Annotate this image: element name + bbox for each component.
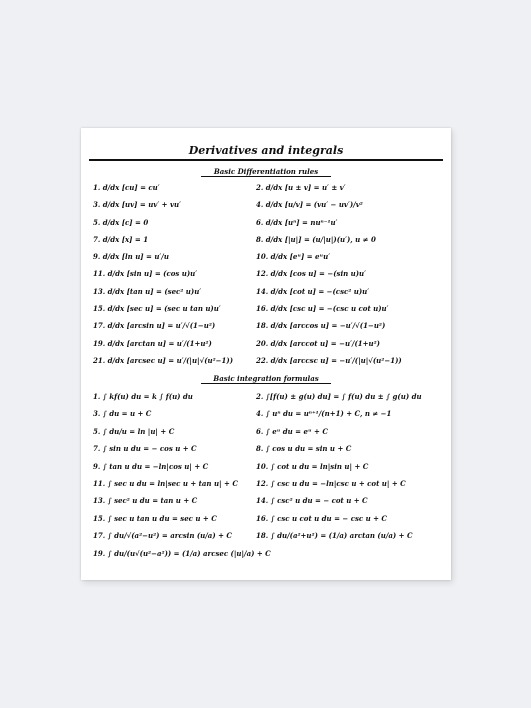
derivative-rule: 9. d/dx [ln u] = u′/u xyxy=(93,252,169,262)
derivative-rule: 22. d/dx [arccsc u] = −u′/(|u|√(u²−1)) xyxy=(256,355,402,365)
derivative-rule: 19. d/dx [arctan u] = u′/(1+u²) xyxy=(93,338,212,348)
derivative-rule: 14. d/dx [cot u] = −(csc² u)u′ xyxy=(256,286,370,296)
integral-formula: 1. ∫ kf(u) du = k ∫ f(u) du xyxy=(93,392,193,401)
derivative-rule: 5. d/dx [c] = 0 xyxy=(93,217,149,227)
derivative-rule: 11. d/dx [sin u] = (cos u)u′ xyxy=(93,269,198,279)
derivative-rule: 3. d/dx [uv] = uv′ + vu′ xyxy=(93,200,181,210)
integral-formula: 9. ∫ tan u du = −ln|cos u| + C xyxy=(93,461,209,471)
integral-formula: 12. ∫ csc u du = −ln|csc u + cot u| + C xyxy=(256,478,406,488)
derivative-rule: 7. d/dx [x] = 1 xyxy=(93,234,149,244)
integrals-right-column xyxy=(256,388,446,545)
section-divider-derivatives xyxy=(201,176,331,177)
integral-formula: 7. ∫ sin u du = − cos u + C xyxy=(93,444,197,454)
integral-formula: 4. ∫ uⁿ du = uⁿ⁺¹/(n+1) + C, n ≠ −1 xyxy=(256,409,392,419)
integral-formula: 2. ∫[f(u) ± g(u) du] = ∫ f(u) du ± ∫ g(u) du xyxy=(256,392,422,401)
integral-formula: 8. ∫ cos u du = sin u + C xyxy=(256,444,352,454)
section-heading-integrals: Basic integration formulas xyxy=(213,374,319,383)
derivative-rule: 1. d/dx [cu] = cu′ xyxy=(93,183,160,192)
integral-formula: 11. ∫ sec u du = ln|sec u + tan u| + C xyxy=(93,478,238,488)
derivative-rule: 8. d/dx [|u|] = (u/|u|)(u′), u ≠ 0 xyxy=(256,234,376,244)
derivatives-left-column xyxy=(93,179,263,369)
integral-formula: 14. ∫ csc² u du = − cot u + C xyxy=(256,496,368,506)
derivative-rule: 10. d/dx [eᵘ] = eᵘu′ xyxy=(256,252,331,262)
derivative-rule: 2. d/dx [u ± v] = u′ ± v′ xyxy=(256,183,346,192)
derivative-rule: 12. d/dx [cos u] = −(sin u)u′ xyxy=(256,269,366,279)
derivative-rule: 18. d/dx [arccos u] = −u′/√(1−u²) xyxy=(256,321,386,331)
derivatives-right-column xyxy=(256,179,446,369)
integrals-left-column xyxy=(93,388,271,562)
integral-formula: 18. ∫ du/(a²+u²) = (1/a) arctan (u/a) + C xyxy=(256,531,413,541)
integral-formula: 3. ∫ du = u + C xyxy=(93,409,152,419)
poster-title: Derivatives and integrals xyxy=(188,144,344,157)
derivative-rule: 20. d/dx [arccot u] = −u′/(1+u²) xyxy=(256,338,380,348)
title-divider xyxy=(89,159,443,161)
derivative-rule: 4. d/dx [u/v] = (vu′ − uv′)/v² xyxy=(256,200,363,210)
derivative-rule: 21. d/dx [arcsec u] = u′/(|u|√(u²−1)) xyxy=(93,355,234,365)
derivative-rule: 15. d/dx [sec u] = (sec u tan u)u′ xyxy=(93,304,221,314)
integral-formula: 10. ∫ cot u du = ln|sin u| + C xyxy=(256,461,369,471)
integral-formula: 13. ∫ sec² u du = tan u + C xyxy=(93,496,198,506)
derivative-rule: 17. d/dx [arcsin u] = u′/√(1−u²) xyxy=(93,321,216,331)
integral-formula: 19. ∫ du/(u√(u²−a²)) = (1/a) arcsec (|u|/a) + C xyxy=(93,548,271,558)
derivative-rule: 16. d/dx [csc u] = −(csc u cot u)u′ xyxy=(256,304,389,314)
integral-formula: 17. ∫ du/√(a²−u²) = arcsin (u/a) + C xyxy=(93,531,232,541)
integral-formula: 5. ∫ du/u = ln |u| + C xyxy=(93,426,175,436)
derivative-rule: 6. d/dx [uⁿ] = nuⁿ⁻¹u′ xyxy=(256,217,338,227)
integral-formula: 16. ∫ csc u cot u du = − csc u + C xyxy=(256,513,387,523)
poster-sheet xyxy=(81,128,451,580)
derivative-rule: 13. d/dx [tan u] = (sec² u)u′ xyxy=(93,286,202,296)
integral-formula: 6. ∫ eᵘ du = eᵘ + C xyxy=(256,426,328,436)
section-divider-integrals xyxy=(201,383,331,384)
integral-formula: 15. ∫ sec u tan u du = sec u + C xyxy=(93,513,217,523)
section-heading-derivatives: Basic Differentiation rules xyxy=(213,167,319,176)
